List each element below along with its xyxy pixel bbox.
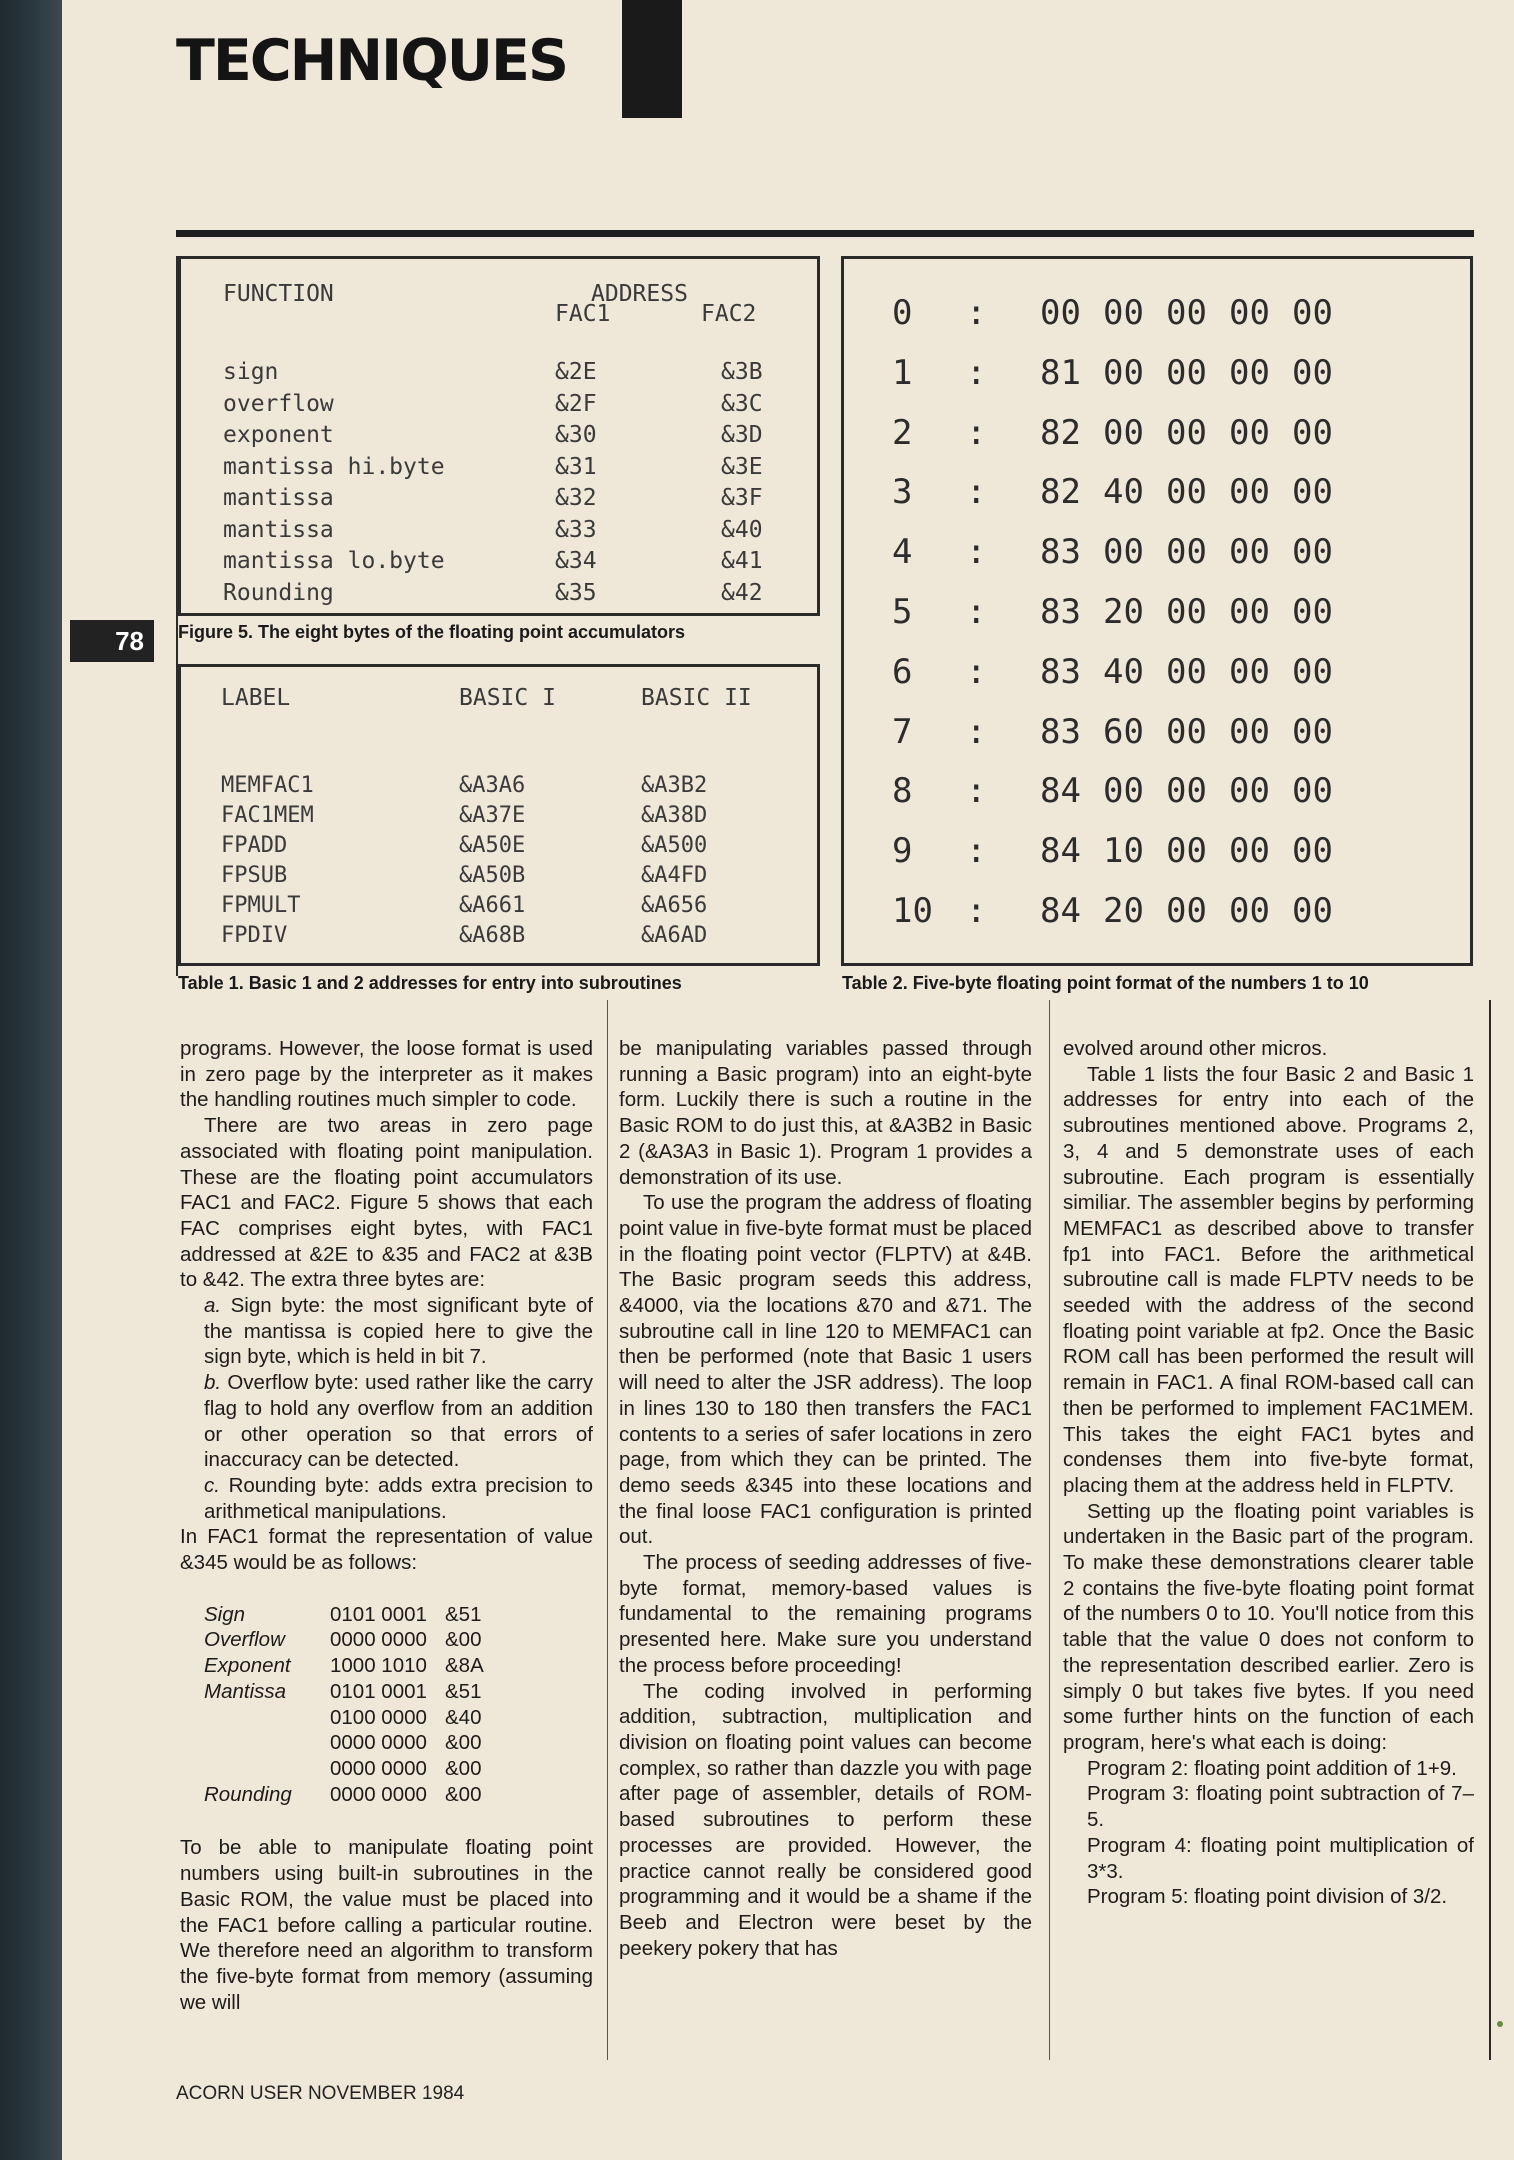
- program-note: Program 4: floating point multiplication of 3*3.: [1087, 1833, 1474, 1883]
- float-format-row: [844, 831, 1470, 889]
- list-item: c. Rounding byte: adds extra precision to arithmetical manipulations.: [204, 1473, 593, 1523]
- hex-value: &51: [445, 1602, 482, 1626]
- format-byte: 81: [1040, 352, 1081, 393]
- format-byte: 00: [1292, 831, 1333, 872]
- right-margin-line: [1489, 1000, 1491, 2060]
- float-format-row: [844, 712, 1470, 770]
- format-byte: 40: [1103, 651, 1144, 692]
- byte-label: [180, 1756, 330, 1782]
- number-value: 8: [892, 771, 913, 812]
- format-row: [180, 1679, 484, 1705]
- hex-value: &00: [445, 1756, 482, 1780]
- subroutine-label: FPSUB: [221, 863, 288, 888]
- list-letter: c.: [204, 1473, 220, 1497]
- format-byte: 00: [1229, 472, 1270, 513]
- paragraph: To be able to manipulate floating point numbers using built-in subroutines in the Basic ROM, the value must be placed into the FAC1 before calling a particular routine. We therefore need an algorithm to transform the five-byte format from memory (assuming we will: [180, 1836, 593, 2014]
- function-name: Rounding: [223, 579, 334, 606]
- program-note: Program 2: floating point addition of 1+9.: [1087, 1756, 1457, 1780]
- format-byte: 00: [1166, 711, 1207, 752]
- function-name: mantissa: [223, 485, 334, 511]
- byte-label: Sign: [204, 1602, 246, 1626]
- paragraph: The coding involved in performing addition, subtraction, multiplication and division on floating point values can become complex, so rather than dazzle you with page after page of assembler, details of ROM-based subroutines to perform these processes are provided. However, the practice cannot really be considered good programming and it would be a shame if the Beeb and Electron were beset by the peekery pokery that has: [619, 1679, 1032, 1960]
- format-byte: 00: [1292, 891, 1333, 931]
- fac1-address: &2E: [555, 359, 597, 385]
- format-byte: 00: [1166, 472, 1207, 513]
- basic1-header: BASIC I: [459, 685, 556, 711]
- program-note: Program 3: floating point subtraction of 7–5.: [1087, 1782, 1474, 1832]
- number-value: 10: [892, 891, 933, 931]
- float-format-row: [844, 353, 1470, 411]
- subroutine-label: FPDIV: [221, 923, 288, 948]
- format-byte: 00: [1166, 412, 1207, 453]
- byte-label: Mantissa: [204, 1679, 287, 1703]
- format-byte: 00: [1229, 831, 1270, 872]
- format-byte: 00: [1292, 412, 1333, 453]
- format-byte: 00: [1292, 532, 1333, 573]
- paragraph: be manipulating variables passed through running a Basic program) into an eight-byte form. Luckily there is such a routine in the Basic ROM to do just this, at &A3B2 in Basic 2 (&A3A3 in Basic 1). Program 1 provides a demonstration of its use.: [619, 1037, 1032, 1189]
- paragraph: programs. However, the loose format is used in zero page by the interpreter as it makes the handling routines much simpler to code.: [180, 1037, 593, 1112]
- format-row: [180, 1730, 484, 1756]
- basic2-address: &A3B2: [641, 773, 708, 798]
- list-item: b. Overflow byte: used rather like the carry flag to hold any overflow from an addition or other operation so that errors of inaccuracy can be detected.: [204, 1371, 593, 1472]
- fac1-address: &30: [555, 422, 597, 448]
- format-byte: 00: [1166, 532, 1207, 573]
- format-byte: 00: [1166, 592, 1207, 632]
- format-byte: 00: [1103, 412, 1144, 453]
- format-byte: 00: [1292, 771, 1333, 812]
- footer-publication: ACORN USER NOVEMBER 1984: [176, 2083, 465, 2104]
- function-name: mantissa hi.byte: [223, 453, 445, 480]
- fac1-address: &34: [555, 548, 597, 574]
- binary-value: 0000 0000: [330, 1731, 427, 1755]
- byte-label: [180, 1730, 330, 1756]
- basic1-address: &A3A6: [459, 773, 526, 798]
- paragraph: In FAC1 format the representation of value &345 would be as follows:: [180, 1525, 593, 1575]
- figure-5-box: [178, 256, 820, 616]
- binary-value: 1000 1010: [330, 1654, 427, 1678]
- format-byte: 82: [1040, 412, 1081, 453]
- format-byte: 00: [1229, 592, 1270, 632]
- binary-value: 0000 0000: [330, 1628, 427, 1652]
- fac1-format-table: [180, 1602, 484, 1808]
- float-format-row: [844, 592, 1470, 650]
- format-byte: 00: [1292, 711, 1333, 752]
- hex-value: &00: [445, 1731, 482, 1755]
- number-value: 1: [892, 352, 913, 393]
- separator: :: [966, 532, 987, 573]
- format-byte: 00: [1166, 651, 1207, 692]
- format-row: [180, 1782, 484, 1808]
- format-byte: 00: [1103, 532, 1144, 573]
- fac1-header: FAC1: [555, 301, 611, 327]
- float-format-row: [844, 293, 1470, 351]
- basic2-address: &A656: [641, 893, 708, 918]
- function-name: mantissa: [223, 516, 334, 543]
- fac1-address: &32: [555, 485, 597, 511]
- number-value: 3: [892, 472, 913, 513]
- format-byte: 00: [1229, 293, 1270, 333]
- format-row: [180, 1602, 484, 1628]
- format-byte: 84: [1040, 891, 1081, 931]
- format-byte: 83: [1040, 651, 1081, 692]
- function-header: FUNCTION: [223, 281, 334, 307]
- fac2-address: &41: [721, 548, 763, 574]
- format-byte: 83: [1040, 711, 1081, 752]
- function-name: overflow: [223, 390, 334, 417]
- number-value: 9: [892, 831, 913, 872]
- format-byte: 00: [1040, 293, 1081, 333]
- print-speck: [1497, 2021, 1503, 2027]
- function-name: sign: [223, 359, 279, 385]
- format-byte: 00: [1229, 771, 1270, 812]
- basic1-address: &A50E: [459, 833, 526, 858]
- number-value: 0: [892, 293, 913, 333]
- function-name: exponent: [223, 422, 334, 448]
- binary-value: 0100 0000: [330, 1705, 427, 1729]
- format-row: [180, 1627, 484, 1653]
- basic1-address: &A37E: [459, 803, 526, 828]
- hex-value: &8A: [445, 1654, 484, 1678]
- fac2-address: &3E: [721, 453, 763, 480]
- format-byte: 00: [1292, 592, 1333, 632]
- list-letter: b.: [204, 1371, 222, 1395]
- header-rule: [176, 230, 1474, 237]
- subroutine-label: MEMFAC1: [221, 773, 314, 798]
- table-1-box: [178, 664, 820, 966]
- column-divider: [1049, 1000, 1050, 2060]
- title-block: [622, 0, 682, 118]
- format-row: [180, 1653, 484, 1679]
- hex-value: &51: [445, 1679, 482, 1703]
- paragraph: Table 1 lists the four Basic 2 and Basic 1 addresses for entry into each of the subroutines mentioned above. Programs 2, 3, 4 and 5 demonstrate uses of each subroutine. Each program is essentially similiar. The assembler begins by performing MEMFAC1 as described above to transfer fp1 into FAC1. Before the arithmetical subroutine call is made FLPTV needs to be seeded with the address of the second floating point variable at fp2. Once the Basic ROM call has been performed the result will remain in FAC1. A final ROM-based call can then be performed to implement FAC1MEM. This takes the eight FAC1 bytes and condenses them into five-byte format, placing them at the address held in FLPTV.: [1063, 1062, 1474, 1497]
- format-byte: 00: [1292, 293, 1333, 333]
- format-byte: 00: [1229, 532, 1270, 573]
- format-byte: 20: [1103, 592, 1144, 632]
- format-byte: 84: [1040, 771, 1081, 812]
- format-byte: 83: [1040, 592, 1081, 632]
- format-byte: 00: [1166, 771, 1207, 812]
- binary-value: 0000 0000: [330, 1756, 427, 1780]
- format-byte: 00: [1292, 651, 1333, 692]
- fac2-address: &3B: [721, 359, 763, 385]
- hex-value: &00: [445, 1628, 482, 1652]
- list-item: a. Sign byte: the most significant byte of the mantissa is copied here to give the sign byte, which is held in bit 7.: [204, 1294, 593, 1369]
- paragraph: The process of seeding addresses of five-byte format, memory-based values is fundamental to the remaining programs presented here. Make sure you understand the process before proceeding!: [619, 1551, 1032, 1677]
- number-value: 4: [892, 532, 913, 573]
- subroutine-label: FAC1MEM: [221, 803, 314, 828]
- basic2-address: &A6AD: [641, 923, 708, 948]
- fac1-address: &2F: [555, 390, 597, 417]
- float-format-row: [844, 771, 1470, 829]
- fac2-address: &3C: [721, 390, 763, 417]
- format-byte: 82: [1040, 472, 1081, 513]
- separator: :: [966, 592, 987, 632]
- binary-value: 0101 0001: [330, 1602, 427, 1626]
- format-row: [180, 1756, 484, 1782]
- float-format-row: [844, 652, 1470, 710]
- separator: :: [966, 412, 987, 453]
- format-byte: 00: [1166, 293, 1207, 333]
- separator: :: [966, 651, 987, 692]
- format-byte: 40: [1103, 472, 1144, 513]
- basic1-address: &A661: [459, 893, 526, 918]
- hex-value: &00: [445, 1782, 482, 1806]
- number-value: 7: [892, 711, 913, 752]
- float-format-row: [844, 532, 1470, 590]
- byte-label: Exponent: [204, 1654, 291, 1678]
- format-byte: 00: [1292, 352, 1333, 393]
- format-byte: 00: [1166, 891, 1207, 931]
- basic2-header: BASIC II: [641, 685, 752, 711]
- number-value: 5: [892, 592, 913, 632]
- article-column-3: [1063, 1036, 1474, 1910]
- fac1-address: &31: [555, 453, 597, 480]
- binary-value: 0000 0000: [330, 1782, 427, 1806]
- format-byte: 00: [1229, 352, 1270, 393]
- subroutine-label: FPMULT: [221, 893, 301, 918]
- program-note: Program 5: floating point division of 3/2.: [1087, 1885, 1448, 1909]
- table-2-caption: Table 2. Five-byte floating point format of the numbers 1 to 10: [842, 973, 1369, 993]
- list-letter: a.: [204, 1294, 222, 1318]
- format-byte: 00: [1103, 771, 1144, 812]
- format-byte: 00: [1166, 352, 1207, 393]
- figure-5-caption: Figure 5. The eight bytes of the floating point accumulators: [178, 622, 686, 642]
- separator: :: [966, 293, 987, 333]
- fac2-header: FAC2: [701, 301, 757, 327]
- format-byte: 84: [1040, 831, 1081, 872]
- hex-value: &40: [445, 1705, 482, 1729]
- float-format-row: [844, 472, 1470, 530]
- format-byte: 00: [1229, 891, 1270, 931]
- byte-label: [180, 1705, 330, 1731]
- format-byte: 60: [1103, 711, 1144, 752]
- fac2-address: &40: [721, 516, 763, 543]
- column-divider: [607, 1000, 608, 2060]
- paragraph: There are two areas in zero page associated with floating point manipulation. These are the floating point accumulators FAC1 and FAC2. Figure 5 shows that each FAC comprises eight bytes, with FAC1 addressed at &2E to &35 and FAC2 at &3B to &42. The extra three bytes are:: [180, 1114, 593, 1292]
- separator: :: [966, 711, 987, 752]
- format-byte: 20: [1103, 891, 1144, 931]
- section-title: TECHNIQUES: [176, 28, 567, 94]
- byte-label: Overflow: [204, 1628, 285, 1652]
- page-binding-edge: [0, 0, 62, 2160]
- basic2-address: &A4FD: [641, 863, 708, 888]
- format-row: [180, 1705, 484, 1731]
- float-format-row: [844, 413, 1470, 471]
- paragraph: To use the program the address of floating point value in five-byte format must be placed in the floating point vector (FLPTV) at &4B. The Basic program seeds this address, &4000, via the locations &70 and &71. The subroutine call in line 120 to MEMFAC1 can then be performed (note that Basic 1 users will need to alter the JSR address). The loop in lines 130 to 180 then transfers the FAC1 contents to a series of safer locations in zero page, from which they can be printed. The demo seeds &345 into these locations and the final loose FAC1 configuration is printed out.: [619, 1191, 1032, 1549]
- function-name: mantissa lo.byte: [223, 548, 445, 574]
- table-2-box: [841, 256, 1473, 966]
- paragraph: evolved around other micros.: [1063, 1037, 1328, 1060]
- subroutine-label: FPADD: [221, 833, 288, 858]
- byte-label: Rounding: [204, 1782, 292, 1806]
- separator: :: [966, 472, 987, 513]
- format-byte: 83: [1040, 532, 1081, 573]
- basic2-address: &A38D: [641, 803, 708, 828]
- page-number: 78: [70, 620, 154, 662]
- separator: :: [966, 352, 987, 393]
- paragraph: Setting up the floating point variables is undertaken in the Basic part of the program. To make these demonstrations clearer table 2 contains the five-byte floating point format of the numbers 0 to 10. You'll notice from this table that the value 0 does not conform to the representation described earlier. Zero is simply 0 but takes five bytes. If you need some further hints on the function of each program, here's what each is doing:: [1063, 1499, 1474, 1754]
- format-byte: 00: [1103, 352, 1144, 393]
- article-column-2: [619, 1036, 1032, 1961]
- format-byte: 00: [1229, 711, 1270, 752]
- format-byte: 00: [1229, 412, 1270, 453]
- format-byte: 00: [1103, 293, 1144, 333]
- format-byte: 00: [1292, 472, 1333, 513]
- basic1-address: &A50B: [459, 863, 526, 888]
- address-header: ADDRESS: [591, 281, 688, 307]
- basic2-address: &A500: [641, 833, 708, 858]
- fac2-address: &42: [721, 579, 763, 606]
- fac2-address: &3F: [721, 485, 763, 511]
- fac1-address: &33: [555, 516, 597, 543]
- separator: :: [966, 891, 987, 931]
- basic1-address: &A68B: [459, 923, 526, 948]
- float-format-row: [844, 891, 1470, 949]
- separator: :: [966, 831, 987, 872]
- format-byte: 10: [1103, 831, 1144, 872]
- format-byte: 00: [1166, 831, 1207, 872]
- binary-value: 0101 0001: [330, 1679, 427, 1703]
- fac2-address: &3D: [721, 422, 763, 448]
- separator: :: [966, 771, 987, 812]
- number-value: 6: [892, 651, 913, 692]
- article-column-1: [180, 1036, 593, 2015]
- table-1-caption: Table 1. Basic 1 and 2 addresses for entry into subroutines: [178, 973, 682, 993]
- format-byte: 00: [1229, 651, 1270, 692]
- label-header: LABEL: [221, 685, 291, 711]
- number-value: 2: [892, 412, 913, 453]
- fac1-address: &35: [555, 579, 597, 606]
